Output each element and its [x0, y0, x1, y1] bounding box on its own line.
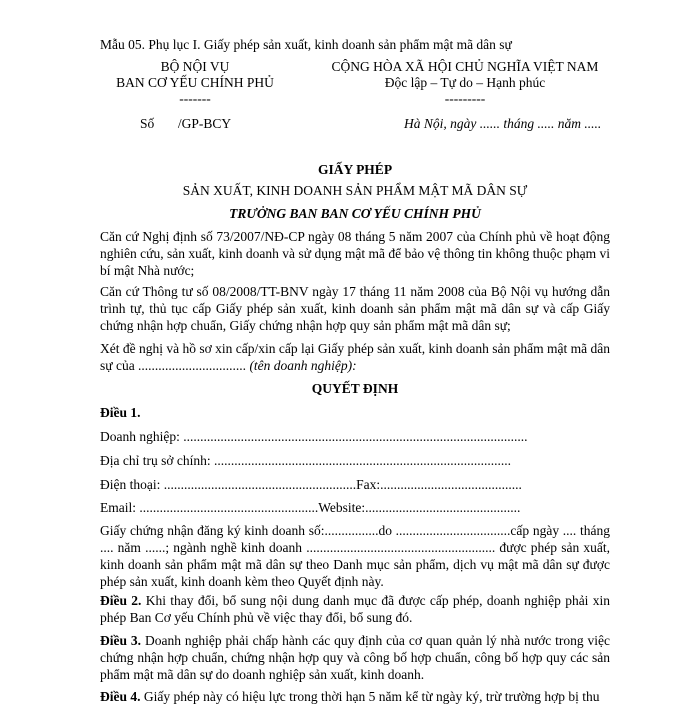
- document-date: Hà Nội, ngày ...... tháng ..... năm .....: [404, 116, 602, 131]
- article-2-label: Điều 2.: [100, 593, 142, 608]
- article-2-text: Khi thay đổi, bổ sung nội dung danh mục đã được cấp phép, doanh nghiệp phải xin phép Ban Cơ yếu Chính phủ về việc thay đổi, bổ sung đó.: [100, 593, 610, 625]
- registration-paragraph: Giấy chứng nhận đăng ký kinh doanh số:................do ..................................cấp ngày .... tháng .... năm ......; ngành nghề kinh doanh ........................................................ được phép sản xuất, kinh doanh sản phẩm mật mã dân sự theo Danh mục sản phẩm, dịch vụ mật mã dân sự được phép sản xuất, kinh doanh kèm theo Quyết định này.: [100, 523, 610, 589]
- national-motto: Độc lập – Tự do – Hạnh phúc: [384, 75, 546, 90]
- article-2-paragraph: [100, 592, 610, 626]
- issuing-authority: TRƯỞNG BAN BAN CƠ YẾU CHÍNH PHỦ: [229, 206, 481, 221]
- document-subtitle: SẢN XUẤT, KINH DOANH SẢN PHẨM MẬT MÃ DÂN SỰ: [182, 183, 528, 198]
- phone-fax-field: Điện thoại: .........................................................Fax:..........................................: [100, 477, 522, 492]
- ministry-name: BỘ NỘI VỤ: [160, 59, 230, 74]
- national-title: CỘNG HÒA XÃ HỘI CHỦ NGHĨA VIỆT NAM: [331, 59, 599, 74]
- proposal-text: Xét đề nghị và hồ sơ xin cấp/xin cấp lại Giấy phép sản xuất, kinh doanh sản phẩm mật mã dân sự của ................................: [100, 341, 610, 373]
- article-3-paragraph: [100, 632, 610, 683]
- legal-basis-2: Căn cứ Thông tư số 08/2008/TT-BNV ngày 17 tháng 11 năm 2008 của Bộ Nội vụ hướng dẫn trình tự, thủ tục cấp Giấy phép sản xuất, kinh doanh sản phẩm mật mã dân sự và cấp Giấy chứng nhận hợp chuẩn, Giấy chứng nhận hợp quy sản phẩm mật mã dân sự;: [100, 284, 610, 333]
- legal-basis-1: Căn cứ Nghị định số 73/2007/NĐ-CP ngày 08 tháng 5 năm 2007 của Chính phủ về hoạt động nghiên cứu, sản xuất, kinh doanh và sử dụng mật mã để bảo vệ thông tin không thuộc phạm vi bí mật Nhà nước;: [100, 229, 610, 278]
- agency-name: BAN CƠ YẾU CHÍNH PHỦ: [116, 75, 274, 90]
- address-field: Địa chỉ trụ sở chính: ........................................................................................: [100, 453, 511, 468]
- right-separator: ---------: [444, 91, 486, 106]
- proposal-paragraph: [100, 340, 610, 374]
- left-separator: -------: [179, 91, 211, 106]
- article-4-paragraph: [100, 688, 610, 705]
- email-website-field: Email: .....................................................Website:..............................................: [100, 500, 521, 515]
- article-3-text: Doanh nghiệp phải chấp hành các quy định của cơ quan quản lý nhà nước trong việc chứng nhận hợp chuẩn, chứng nhận hợp quy và công bố hợp chuẩn, công bố hợp quy các sản phẩm mật mã dân sự do doanh nghiệp sản xuất, kinh doanh.: [100, 633, 611, 682]
- article-4-label: Điều 4.: [100, 689, 141, 704]
- document-title: GIẤY PHÉP: [317, 162, 393, 177]
- article-1-label: Điều 1.: [100, 405, 141, 420]
- document-number: Số /GP-BCY: [140, 116, 232, 131]
- form-title: Mẫu 05. Phụ lục I. Giấy phép sản xuất, kinh doanh sản phẩm mật mã dân sự: [100, 37, 512, 52]
- decision-title: QUYẾT ĐỊNH: [311, 381, 399, 396]
- proposal-enterprise-placeholder: (tên doanh nghiệp):: [246, 358, 357, 373]
- article-4-text: Giấy phép này có hiệu lực trong thời hạn 5 năm kể từ ngày ký, trừ trường hợp bị thu: [140, 689, 600, 704]
- enterprise-field: Doanh nghiệp: ......................................................................................................: [100, 429, 528, 444]
- article-3-label: Điều 3.: [100, 633, 142, 648]
